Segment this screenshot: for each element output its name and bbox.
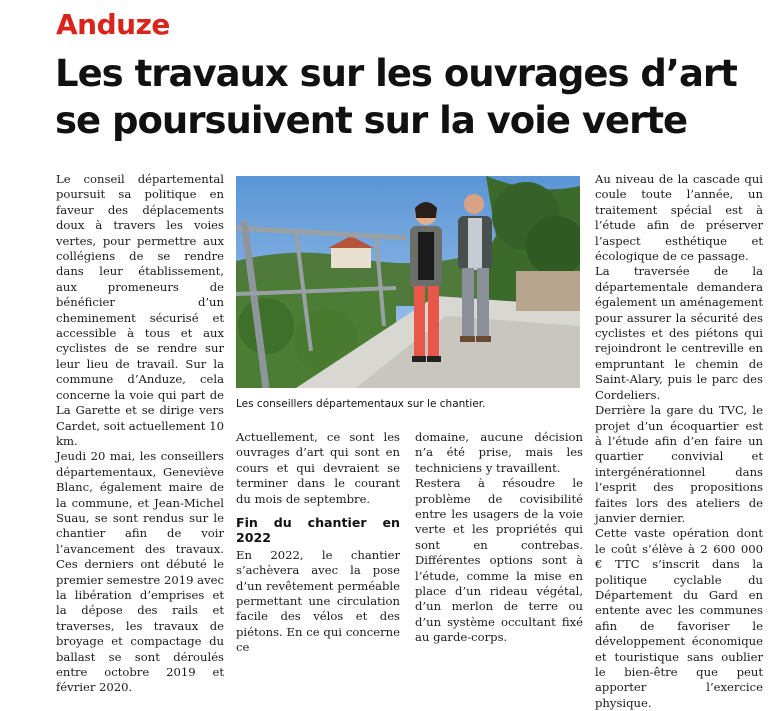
subheading: Fin du chantier en 2022 bbox=[236, 515, 400, 546]
paragraph: Derrière la gare du TVC, le projet d’un écoquartier est à l’étude afin d’en faire un quartier convivial et intergénérationnel dans l’esprit des propositions faites lors des ateliers de janvier dernier. bbox=[595, 403, 763, 525]
paragraph: En 2022, le chantier s’achèvera avec la pose d’un revêtement perméable permettant une circulation facile des vélos et des piétons. En ce qui concerne ce bbox=[236, 547, 400, 655]
kicker: Anduze bbox=[56, 8, 170, 41]
photo-caption: Les conseillers départementaux sur le chantier. bbox=[236, 398, 486, 410]
headline: Les travaux sur les ouvrages d’art se poursuivent sur la voie verte bbox=[55, 52, 737, 142]
paragraph: domaine, aucune décision n’a été prise, mais les techniciens y travaillent. bbox=[415, 430, 583, 475]
paragraph: Cette vaste opération dont le coût s’élève à 2 600 000 € TTC s’inscrit dans la politique cyclable du Département du Gard en entente avec les communes afin de favoriser le développement économique et touristique sans oublier le bien-être que peut apporter l’exercice physique. bbox=[595, 526, 763, 710]
paragraph: Jeudi 20 mai, les conseillers départementaux, Geneviève Blanc, également maire de la commune, et Jean-Michel Suau, se sont rendus sur le chantier afin de voir l’avancement des travaux. Ces derniers ont débuté le premier semestre 2019 avec la libération d’emprises et la dépose des rails et traverses, les travaux de broyage et compactage du ballast se sont déroulés entre octobre 2019 et février 2020. bbox=[56, 449, 224, 695]
paragraph: Au niveau de la cascade qui coule toute l’année, un traitement spécial est à l’étude afin de préserver l’aspect esthétique et écologique de ce passage. bbox=[595, 172, 763, 264]
column-2 bbox=[236, 430, 400, 656]
article-photo bbox=[236, 176, 580, 388]
paragraph: Le conseil départemental poursuit sa politique en faveur des déplacements doux à travers les voies vertes, pour permettre aux collégiens de se rendre dans leur établissement, aux promeneurs de bénéficier d’un cheminement sécurisé et accessible à tous et aux cyclistes de se rendre sur leur lieu de travail. Sur la commune d’Anduze, cela concerne la voie qui part de La Garette et se dirige vers Cardet, soit actuellement 10 km. bbox=[56, 172, 224, 448]
paragraph: La traversée de la départementale demandera également un aménagement pour assurer la sécurité des cyclistes et des piétons qui rejoindront le centreville en empruntant le chemin de Saint-Alary, puis le parc des Cordeliers. bbox=[595, 264, 763, 402]
column-1 bbox=[56, 172, 224, 696]
paragraph: Restera à résoudre le problème de covisibilité entre les usagers de la voie verte et les propriétés qui sont en contrebas. Différentes options sont à l’étude, comme la mise en place d’un rideau végétal, d’un merlon de terre ou d’un système occultant fixé au garde-corps. bbox=[415, 476, 583, 645]
photo-illustration bbox=[236, 176, 580, 388]
column-3 bbox=[415, 430, 583, 646]
paragraph: Actuellement, ce sont les ouvrages d’art qui sont en cours et qui devraient se terminer dans le courant du mois de septembre. bbox=[236, 430, 400, 506]
column-4 bbox=[595, 172, 763, 711]
